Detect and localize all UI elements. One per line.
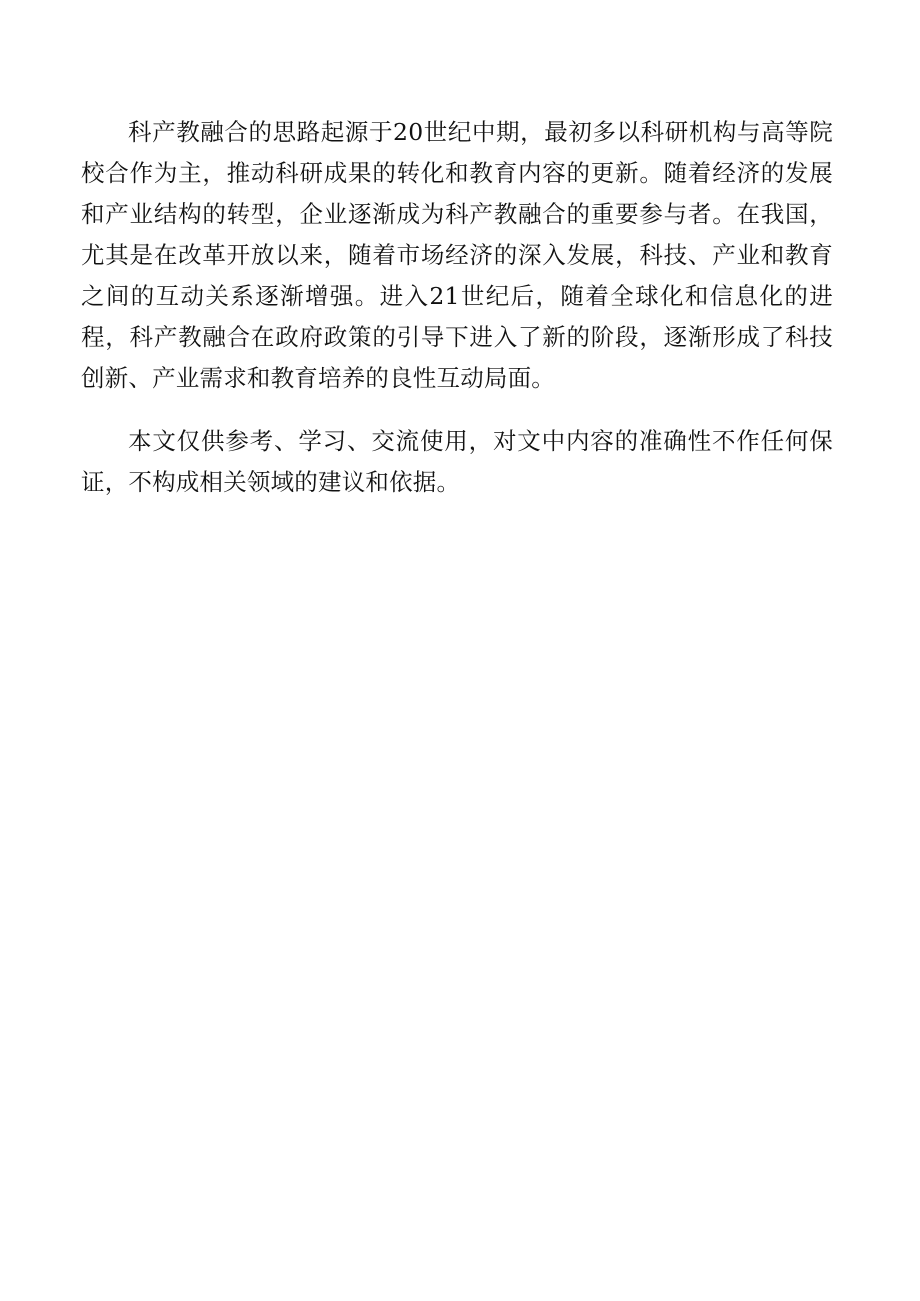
history-paragraph: 科产教融合的思路起源于20世纪中期，最初多以科研机构与高等院校合作为主，推动科研成果的转化和教育内容的更新。随着经济的发展和产业结构的转型，企业逐渐成为科产教融合的重要参与者。在我国，尤其是在改革开放以来，随着市场经济的深入发展，科技、产业和教育之间的互动关系逐渐增强。进入21世纪后，随着全球化和信息化的进程，科产教融合在政府政策的引导下进入了新的阶段，逐渐形成了科技创新、产业需求和教育培养的良性互动局面。 <box>81 118 833 392</box>
disclaimer-paragraph: 本文仅供参考、学习、交流使用，对文中内容的准确性不作任何保证，不构成相关领域的建议和依据。 <box>81 427 833 496</box>
document-body <box>81 112 833 503</box>
